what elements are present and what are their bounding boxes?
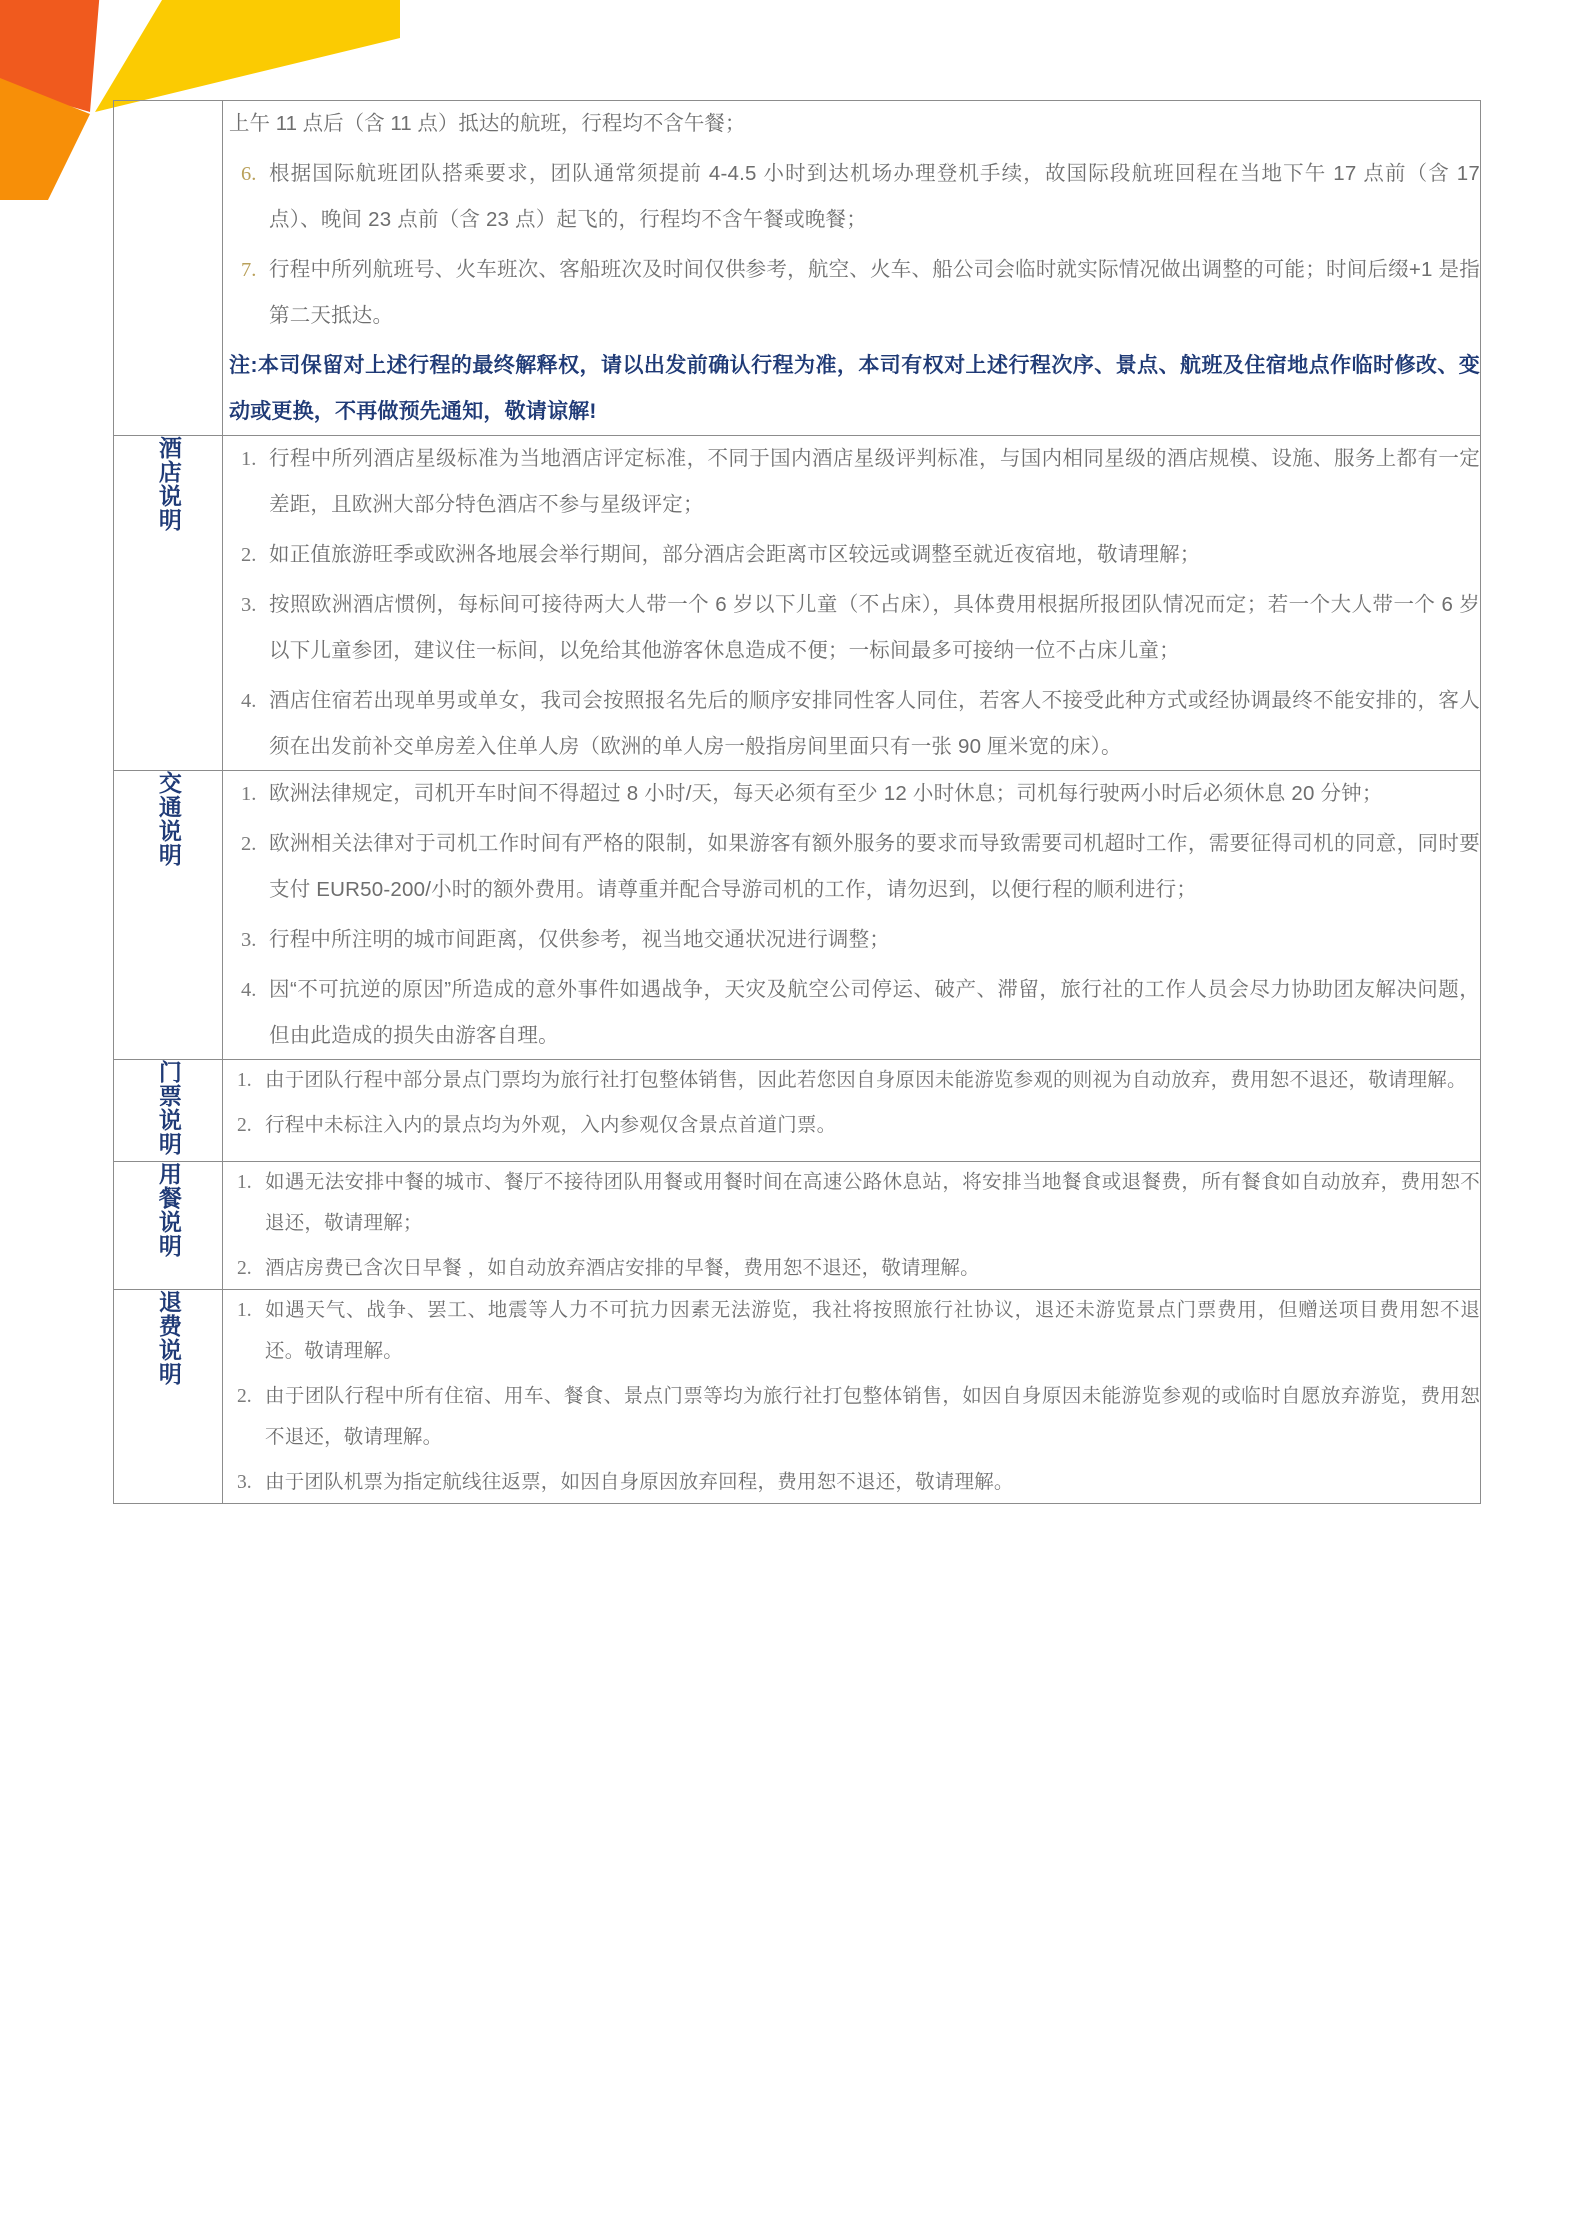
item-number: 4.: [241, 690, 257, 712]
item-number: 6.: [241, 163, 257, 185]
item-number: 2.: [237, 1386, 252, 1407]
item-text: 行程中所注明的城市间距离，仅供参考，视当地交通状况进行调整；: [269, 928, 890, 951]
section-content-refund: [223, 1290, 1481, 1504]
item-number: 1.: [241, 448, 257, 470]
item-text: 如正值旅游旺季或欧洲各地展会举行期间，部分酒店会距离市区较远或调整至就近夜宿地，敬请理解；: [269, 543, 1201, 566]
item-number: 3.: [237, 1472, 252, 1493]
section-label-cell-flight-continued: [114, 101, 223, 436]
list-item: [223, 1462, 1480, 1503]
section-content-flight-continued: [223, 101, 1481, 436]
item-list-refund: [223, 1290, 1480, 1503]
item-text: 如遇无法安排中餐的城市、餐厅不接待团队用餐或用餐时间在高速公路休息站，将安排当地餐食或退餐费，所有餐食如自动放弃，费用恕不退还，敬请理解；: [265, 1171, 1480, 1234]
list-item: [223, 1290, 1480, 1372]
list-item: [223, 1162, 1480, 1244]
table-row: [114, 101, 1481, 436]
item-text: 欧洲相关法律对于司机工作时间有严格的限制，如果游客有额外服务的要求而导致需要司机超时工作，需要征得司机的同意，同时要支付 EUR50-200/小时的额外费用。请尊重并配合导游司机的工作，请勿迟到，以便行程的顺利进行；: [269, 832, 1480, 901]
list-item: [223, 1060, 1480, 1101]
decor-triangle-orange-mid: [0, 78, 90, 200]
decor-triangle-orange-dark: [0, 0, 100, 112]
section-label-transport: 交通说明: [155, 771, 182, 867]
section-label-meal: 用餐说明: [155, 1162, 182, 1258]
list-item: [223, 967, 1480, 1059]
item-number: 2.: [241, 544, 257, 566]
item-text: 如遇天气、战争、罢工、地震等人力不可抗力因素无法游览，我社将按照旅行社协议，退还未游览景点门票费用，但赠送项目费用恕不退还。敬请理解。: [265, 1299, 1480, 1362]
item-text: 因“不可抗逆的原因”所造成的意外事件如遇战争，天灾及航空公司停运、破产、滞留，旅行社的工作人员会尽力协助团友解决问题，但由此造成的损失由游客自理。: [269, 978, 1480, 1047]
item-text: 酒店房费已含次日早餐 ，如自动放弃酒店安排的早餐，费用恕不退还，敬请理解。: [265, 1257, 980, 1279]
table-row: [114, 771, 1481, 1060]
decor-triangle-yellow: [95, 0, 400, 112]
item-number: 3.: [241, 594, 257, 616]
item-number: 2.: [237, 1258, 252, 1279]
item-text: 行程中所列航班号、火车班次、客船班次及时间仅供参考，航空、火车、船公司会临时就实际情况做出调整的可能；时间后缀+1 是指第二天抵达。: [269, 258, 1480, 327]
item-list-transport: [223, 771, 1480, 1059]
section-label-cell-hotel: [114, 436, 223, 771]
item-text: 行程中所列酒店星级标准为当地酒店评定标准，不同于国内酒店星级评判标准，与国内相同星级的酒店规模、设施、服务上都有一定差距，且欧洲大部分特色酒店不参与星级评定；: [269, 447, 1480, 516]
list-item: [223, 771, 1480, 817]
section-content-ticket: [223, 1060, 1481, 1162]
item-text: 欧洲法律规定，司机开车时间不得超过 8 小时/天，每天必须有至少 12 小时休息；司机每行驶两小时后必须休息 20 分钟；: [269, 782, 1383, 805]
item-number: 1.: [237, 1070, 252, 1091]
item-number: 1.: [241, 783, 257, 805]
section-content-hotel: [223, 436, 1481, 771]
item-number: 1.: [237, 1300, 252, 1321]
item-list-meal: [223, 1162, 1480, 1289]
item-text: 由于团队机票为指定航线往返票，如因自身原因放弃回程，费用恕不退还，敬请理解。: [265, 1471, 1014, 1493]
item-number: 7.: [241, 259, 257, 281]
section-content-transport: [223, 771, 1481, 1060]
item-text: 行程中未标注入内的景点均为外观，入内参观仅含景点首道门票。: [265, 1114, 837, 1136]
list-item: [223, 1248, 1480, 1289]
item-number: 1.: [237, 1172, 252, 1193]
list-item: [223, 1376, 1480, 1458]
section-label-cell-transport: [114, 771, 223, 1060]
section-label-hotel: 酒店说明: [155, 436, 182, 532]
section-content-meal: [223, 1162, 1481, 1290]
list-item: [223, 1105, 1480, 1146]
disclaimer-note: 注:本司保留对上述行程的最终解释权，请以出发前确认行程为准，本司有权对上述行程次序、景点、航班及住宿地点作临时修改、变动或更换，不再做预先通知，敬请谅解!: [229, 354, 1480, 423]
item-text: 酒店住宿若出现单男或单女，我司会按照报名先后的顺序安排同性客人同住，若客人不接受此种方式或经协调最终不能安排的，客人须在出发前补交单房差入住单人房（欧洲的单人房一般指房间里面只有一张 90 厘米宽的床）。: [269, 689, 1480, 758]
item-text: 根据国际航班团队搭乘要求，团队通常须提前 4-4.5 小时到达机场办理登机手续，故国际段航班回程在当地下午 17 点前（含 17 点）、晚间 23 点前（含 23 点）起飞的，行程均不含午餐或晚餐；: [269, 162, 1480, 231]
notes-page: [113, 100, 1481, 1504]
section-label-ticket: 门票说明: [155, 1060, 182, 1156]
table-row: [114, 1162, 1481, 1290]
item-list-ticket: [223, 1060, 1480, 1146]
section-label-refund: 退费说明: [155, 1290, 182, 1386]
list-item: [223, 821, 1480, 913]
item-number: 2.: [237, 1115, 252, 1136]
item-number: 2.: [241, 833, 257, 855]
intro-paragraph: 上午 11 点后（含 11 点）抵达的航班，行程均不含午餐；: [229, 112, 746, 135]
list-item: [223, 582, 1480, 674]
item-text: 按照欧洲酒店惯例，每标间可接待两大人带一个 6 岁以下儿童（不占床），具体费用根据所报团队情况而定；若一个大人带一个 6 岁以下儿童参团，建议住一标间，以免给其他游客休息造成不便；一标间最多可接纳一位不占床儿童；: [269, 593, 1480, 662]
table-row: [114, 1060, 1481, 1162]
section-label-cell-meal: [114, 1162, 223, 1290]
list-item: [223, 917, 1480, 963]
item-list-hotel: [223, 436, 1480, 770]
item-text: 由于团队行程中部分景点门票均为旅行社打包整体销售，因此若您因自身原因未能游览参观的则视为自动放弃，费用恕不退还，敬请理解。: [265, 1069, 1467, 1091]
travel-notes-table: [113, 100, 1481, 1504]
list-item: [223, 532, 1480, 578]
list-item: [223, 151, 1480, 243]
item-number: 4.: [241, 979, 257, 1001]
list-item: [223, 678, 1480, 770]
table-row: [114, 436, 1481, 771]
section-label-cell-refund: [114, 1290, 223, 1504]
item-number: 3.: [241, 929, 257, 951]
table-row: [114, 1290, 1481, 1504]
list-item: [223, 247, 1480, 339]
section-label-cell-ticket: [114, 1060, 223, 1162]
list-item: [223, 436, 1480, 528]
item-text: 由于团队行程中所有住宿、用车、餐食、景点门票等均为旅行社打包整体销售，如因自身原因未能游览参观的或临时自愿放弃游览，费用恕不退还，敬请理解。: [265, 1385, 1480, 1448]
item-list-flight-continued: [223, 151, 1480, 339]
